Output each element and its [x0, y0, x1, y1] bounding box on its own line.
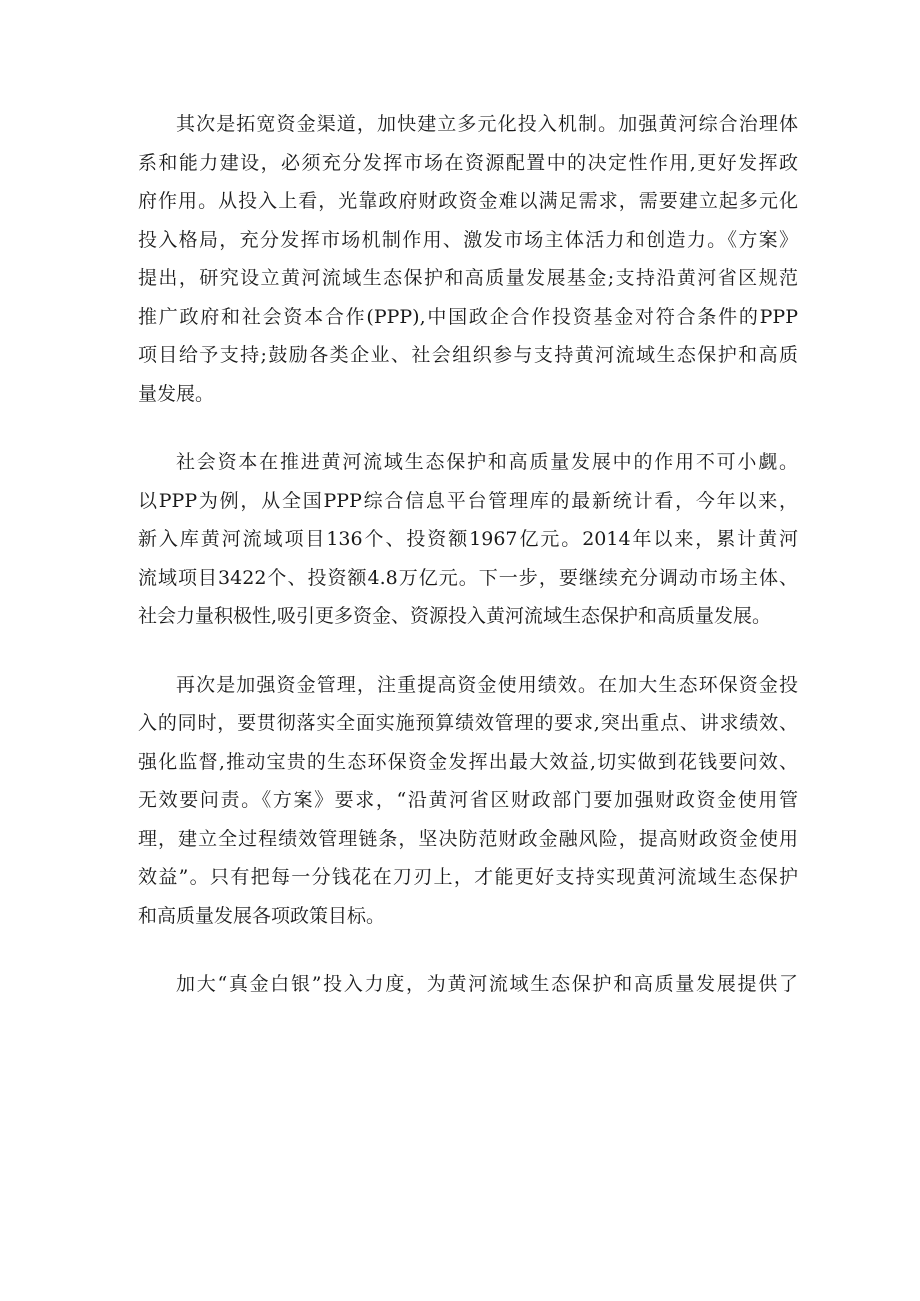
text-line: 理，建立全过程绩效管理链条，坚决防范财政金融风险，提高财政资金使用 [138, 827, 798, 850]
text-line: 社会力量积极性,吸引更多资金、资源投入黄河流域生态保护和高质量发展。 [138, 605, 772, 627]
text-line: 项目给予支持;鼓励各类企业、社会组织参与支持黄河流域生态保护和高质 [138, 344, 798, 366]
document-body [138, 105, 798, 1034]
text-line: 无效要问责。《方案》要求，“沿黄河省区财政部门要加强财政资金使用管 [138, 789, 798, 811]
text-line: 流域项目3422个、投资额4.8万亿元。下一步，要继续充分调动市场主体、 [138, 566, 798, 589]
text-line: 强化监督,推动宝贵的生态环保资金发挥出最大效益,切实做到花钱要问效、 [138, 750, 798, 773]
text-line: 提出，研究设立黄河流域生态保护和高质量发展基金;支持沿黄河省区规范 [138, 267, 798, 289]
text-line: 再次是加强资金管理，注重提高资金使用绩效。在加大生态环保资金投 [176, 673, 798, 696]
paragraph [138, 666, 798, 936]
text-line: 系和能力建设，必须充分发挥市场在资源配置中的决定性作用,更好发挥政 [138, 151, 798, 174]
text-line: 量发展。 [138, 382, 215, 405]
text-line: 效益”。只有把每一分钱花在刀刃上，才能更好支持实现黄河流域生态保护 [138, 866, 798, 888]
text-line: 其次是拓宽资金渠道，加快建立多元化投入机制。加强黄河综合治理体 [176, 113, 798, 135]
text-line: 入的同时，要贯彻落实全面实施预算绩效管理的要求,突出重点、讲求绩效、 [138, 712, 798, 734]
paragraph [138, 105, 798, 413]
text-line: 推广政府和社会资本合作(PPP),中国政企合作投资基金对符合条件的PPP [138, 305, 798, 328]
text-line: 新入库黄河流域项目136个、投资额1967亿元。2014年以来，累计黄河 [138, 528, 798, 550]
text-line: 社会资本在推进黄河流域生态保护和高质量发展中的作用不可小觑。 [176, 451, 798, 473]
paragraph [138, 965, 798, 1004]
text-line: 加大“真金白银”投入力度，为黄河流域生态保护和高质量发展提供了 [176, 973, 798, 995]
text-line: 府作用。从投入上看，光靠政府财政资金难以满足需求，需要建立起多元化 [138, 190, 798, 212]
paragraph [138, 443, 798, 636]
text-line: 投入格局，充分发挥市场机制作用、激发市场主体活力和创造力。《方案》 [138, 228, 798, 251]
text-line: 和高质量发展各项政策目标。 [138, 904, 386, 927]
text-line: 以PPP为例，从全国PPP综合信息平台管理库的最新统计看，今年以来， [138, 489, 798, 512]
